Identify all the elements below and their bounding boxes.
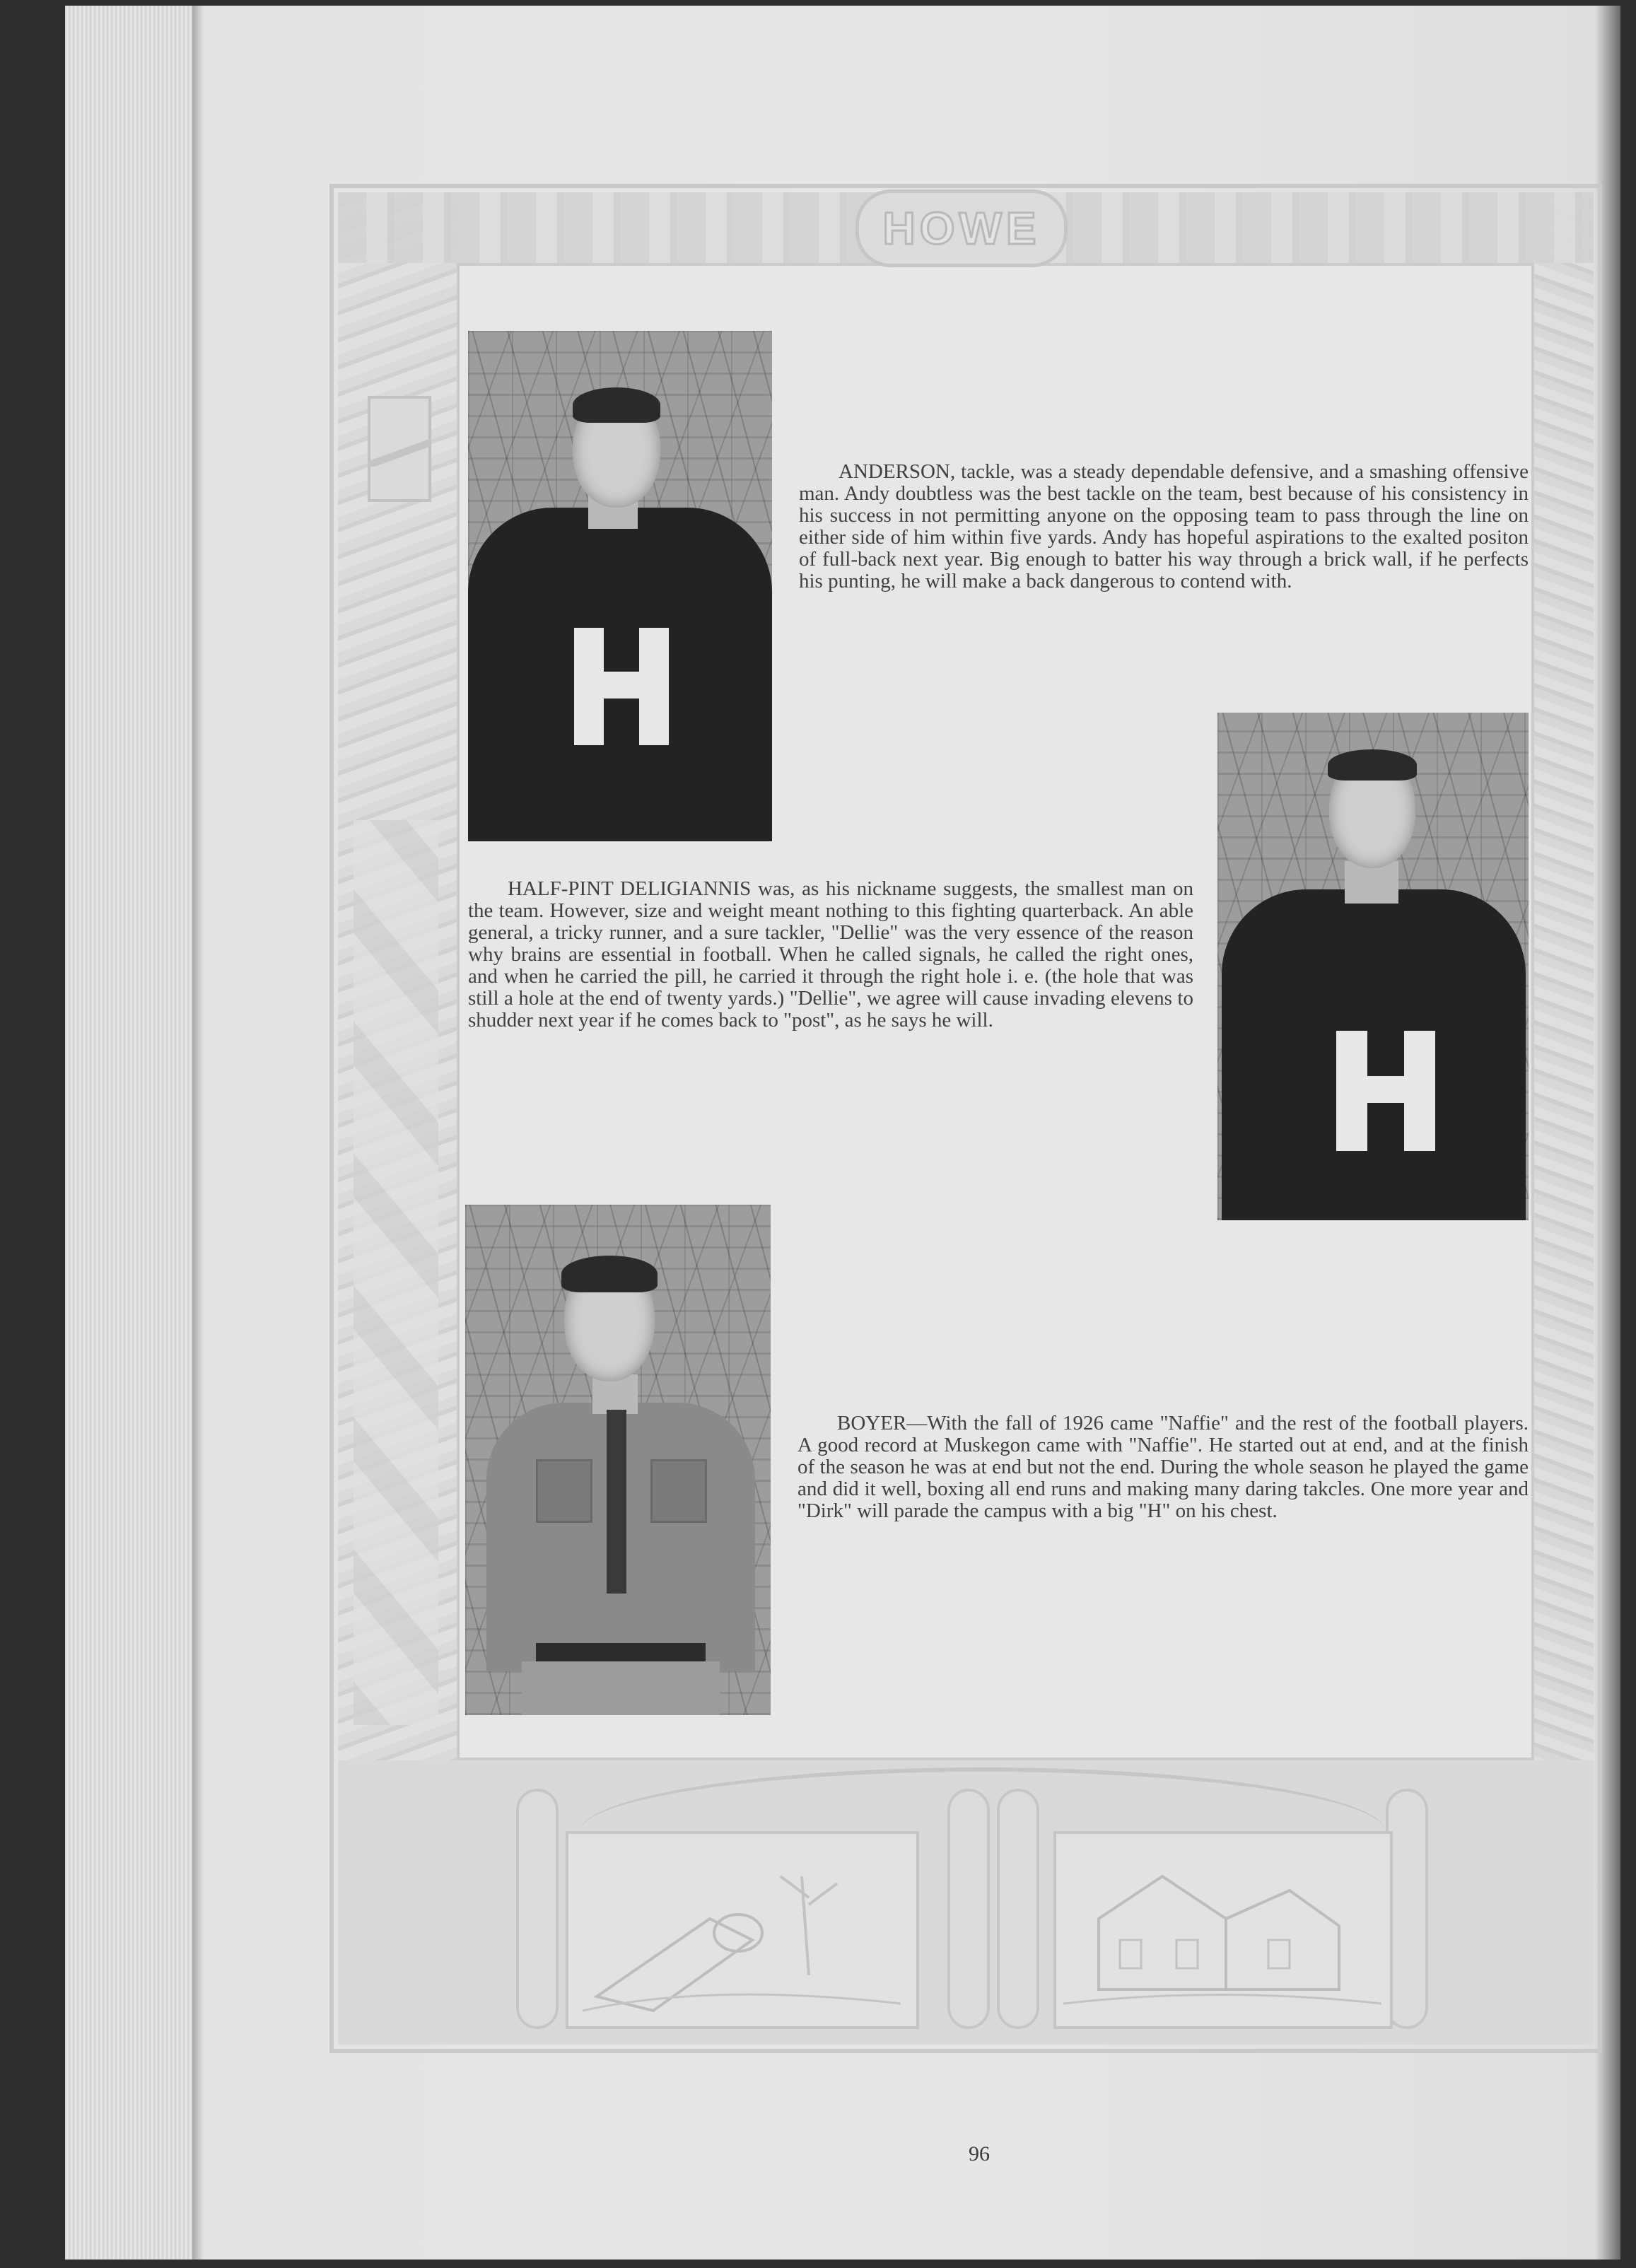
scroll-roll-icon [997, 1789, 1039, 2029]
page-edges [65, 6, 192, 2260]
deligiannis-photo [1217, 713, 1529, 1220]
scroll-roll-icon [947, 1789, 990, 2029]
ribbon-ornament [354, 820, 438, 1725]
deligiannis-paragraph: HALF-PINT DELIGIANNIS was, as his nickname suggests, the smallest man on the team. However, size and weight meant nothing to this fighting quarterback. An able general, a tricky runner, and a sure tackler, "Dellie" was the very essence of the reason why brains are essential in football. When he called signals, he called the right ones, and when he carried the pill, he carried it through the right hole i. e. (the hole that was still a hole at the end of twenty yards.) "Dellie", we agree will cause invading elevens to shudder next year if he comes back to "post", as he says he will. [468, 877, 1193, 1031]
boyer-paragraph: BOYER—With the fall of 1926 came "Naffie" and the rest of the football players. A good record at Muskegon came with "Naffie". He started out at end, and at the finish of the season he was at end but not the end. During the whole season he played the game and did it well, boxing all end runs and making many daring takcles. One more year and "Dirk" will parade the campus with a big "H" on his chest. [797, 1412, 1529, 1522]
scroll-roll-icon [516, 1789, 559, 2029]
crest-chevron-icon [368, 438, 431, 467]
sweater-letter [574, 628, 669, 745]
cannon-icon [568, 1834, 916, 2026]
cannon-scene-illustration [566, 1831, 919, 2029]
hair [561, 1256, 658, 1292]
shirt-pocket [536, 1459, 592, 1523]
page-number: 96 [969, 2142, 990, 2165]
boyer-photo [465, 1205, 771, 1715]
building-icon [1056, 1834, 1390, 2026]
anderson-paragraph: ANDERSON, tackle, was a steady dependable defensive, and a smashing offensive man. Andy doubtless was the best tackle on the team, best because of his consistency in his success in not permitting anyone on the opposing team to pass through the line on either side of him within five yards. Andy has hopeful aspirations to the exalted positon of full-back next year. Big enough to batter his way through a brick wall, if he perfects his punting, he will make a back dangerous to contend with. [799, 460, 1529, 592]
trousers [522, 1661, 720, 1715]
hair [1328, 749, 1417, 781]
gutter-shadow [192, 6, 204, 2260]
necktie [607, 1410, 626, 1594]
hair [573, 387, 660, 423]
belt [536, 1643, 706, 1661]
shirt-pocket [650, 1459, 707, 1523]
page-title: HOWE [855, 189, 1068, 267]
anderson-photo [468, 331, 772, 841]
sweater-letter [1336, 1031, 1435, 1151]
building-scene-illustration [1053, 1831, 1393, 2029]
